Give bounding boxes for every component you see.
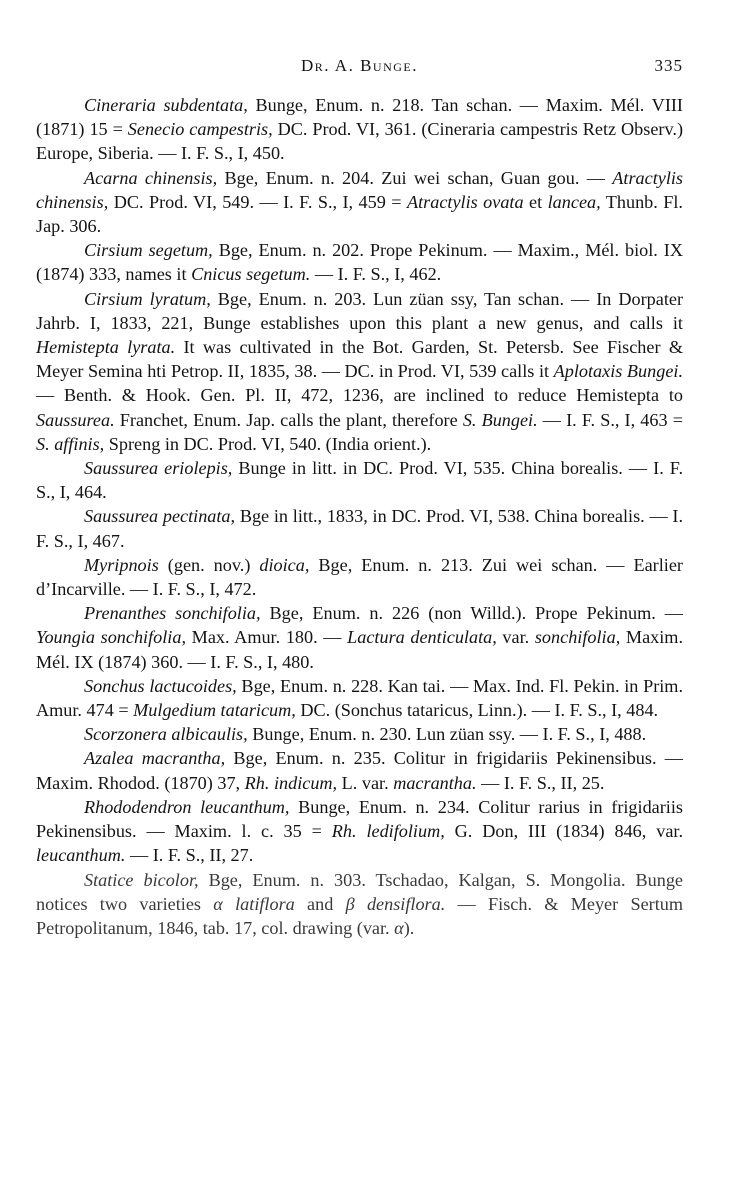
text-run: — Fisch. & Meyer Sertum Petropolitanum, 1846, tab. 17, col. drawing (var. bbox=[36, 893, 684, 938]
text-run: Bge, Enum. n. 226 (non Willd.). Prope Pekinum. — bbox=[260, 603, 683, 624]
italic-run: Cnicus segetum. bbox=[191, 264, 311, 285]
text-run: — I. F. S., II, 25. bbox=[476, 772, 605, 793]
text-run: Max. Amur. 180. — bbox=[186, 627, 348, 648]
italic-run: α bbox=[394, 917, 404, 938]
italic-run: Sonchus lactucoides, bbox=[84, 675, 237, 696]
italic-run: Rh. ledifolium, bbox=[331, 821, 445, 842]
italic-run: Statice bicolor, bbox=[84, 869, 199, 890]
text-run: G. Don, III (1834) 846, var. bbox=[444, 821, 683, 842]
italic-run: Lactura denticulata, bbox=[347, 627, 497, 648]
italic-run: Youngia sonchifolia, bbox=[36, 627, 186, 648]
text-run: and bbox=[294, 893, 346, 914]
body-text bbox=[36, 93, 683, 940]
entry-sonchus-lactucoides bbox=[36, 674, 683, 722]
text-run: DC. Prod. VI, 549. — I. F. S., I, 459 = bbox=[108, 191, 407, 212]
text-run: Franchet, Enum. Jap. calls the plant, therefore bbox=[114, 409, 463, 430]
entry-scorzonera-albicaulis bbox=[36, 722, 683, 746]
italic-run: Saussurea pectinata, bbox=[84, 506, 236, 527]
text-run: var. bbox=[496, 627, 535, 648]
text-run: — I. F. S., I, 462. bbox=[310, 264, 442, 285]
page-header bbox=[36, 56, 683, 80]
entry-cirsium-segetum bbox=[36, 238, 683, 286]
italic-run: S. affinis, bbox=[36, 433, 105, 454]
italic-run: sonchifolia, bbox=[534, 627, 621, 648]
text-run: ). bbox=[403, 917, 415, 938]
text-run: Spreng in DC. Prod. VI, 540. (India orient.). bbox=[104, 433, 432, 454]
text-run: Bge, Enum. n. 204. Zui wei schan, Guan gou. — bbox=[217, 167, 613, 188]
italic-run: Prenanthes sonchifolia, bbox=[84, 603, 261, 624]
text-run: Bunge in litt. in DC. Prod. VI, 535. China borealis. — I. F. S., I, 464. bbox=[36, 458, 683, 503]
text-run: DC. Prod. VI, 361. (Cineraria campestris Retz Observ.) Europe, Siberia. — I. F. S., I, 450. bbox=[36, 119, 683, 164]
text-run: Maxim. Mél. IX (1874) 360. — I. F. S., I, 480. bbox=[36, 627, 683, 672]
italic-run: S. Bungei. bbox=[462, 409, 538, 430]
entry-myripnois-dioica bbox=[36, 553, 683, 601]
entry-prenanthes-sonchifolia bbox=[36, 601, 683, 674]
italic-run: Cineraria subdentata, bbox=[84, 95, 248, 115]
italic-run: Azalea macrantha, bbox=[84, 748, 226, 769]
entry-cineraria-subdentata bbox=[36, 93, 683, 166]
text-run: Bge, Enum. n. 213. Zui wei schan. — Earlier d’Incarville. — I. F. S., I, 472. bbox=[36, 554, 683, 600]
italic-run: Cirsium segetum, bbox=[84, 240, 213, 261]
italic-run: Cirsium lyratum, bbox=[84, 288, 211, 309]
text-run: L. var. bbox=[337, 772, 394, 793]
entry-azalea-macrantha bbox=[36, 746, 683, 794]
text-run: Bunge, Enum. n. 218. Tan schan. — Maxim. Mél. VIII (1871) 15 = bbox=[36, 95, 683, 140]
text-run: It was cultivated in the Bot. Garden, St. Petersb. See Fischer & Meyer Semina hti Petrop. II, 1835, 38. — DC. in Prod. VI, 539 calls it bbox=[36, 337, 683, 382]
text-run: Bge in litt., 1833, in DC. Prod. VI, 538. China borealis. — I. F. S., I, 467. bbox=[36, 506, 683, 551]
italic-run: α latiflora bbox=[213, 893, 295, 914]
italic-run: Myripnois bbox=[84, 554, 159, 575]
text-run: Bge, Enum. n. 235. Colitur in frigidariis Pekinensibus. — Maxim. Rhodod. (1870) 37, bbox=[36, 748, 683, 793]
italic-run: Senecio campestris, bbox=[127, 119, 273, 140]
italic-run: Rhododendron leucanthum, bbox=[84, 796, 290, 817]
italic-run: Acarna chinensis, bbox=[84, 167, 218, 188]
running-head: Dr. A. Bunge. bbox=[300, 56, 419, 75]
text-run: — I. F. S., II, 27. bbox=[125, 845, 254, 866]
italic-run: Rh. indicum, bbox=[244, 772, 338, 793]
text-run: Bge, Enum. n. 228. Kan tai. — Max. Ind. Fl. Pekin. in Prim. Amur. 474 = bbox=[36, 675, 683, 721]
entry-saussurea-eriolepis bbox=[36, 456, 683, 504]
entry-statice-bicolor bbox=[36, 868, 683, 941]
italic-run: Hemistepta lyrata. bbox=[36, 337, 176, 358]
italic-run: Atractylis ovata bbox=[407, 191, 524, 212]
italic-run: Scorzonera albicaulis, bbox=[84, 724, 248, 745]
text-run: Bunge, Enum. n. 230. Lun züan ssy. — I. F. S., I, 488. bbox=[247, 724, 647, 745]
italic-run: Saussurea. bbox=[36, 409, 115, 430]
text-run: Bge, Enum. n. 202. Prope Pekinum. — Maxim., Mél. biol. IX (1874) 333, names it bbox=[36, 240, 683, 285]
text-run: (gen. nov.) bbox=[158, 554, 260, 575]
text-run: et bbox=[523, 191, 548, 212]
entry-cirsium-lyratum bbox=[36, 287, 683, 456]
italic-run: Atractylis chinensis, bbox=[36, 167, 683, 212]
italic-run: Mulgedium tataricum, bbox=[133, 700, 296, 721]
text-run: Thunb. Fl. Jap. 306. bbox=[36, 191, 683, 237]
italic-run: leucanthum. bbox=[36, 845, 126, 866]
italic-run: Saussurea eriolepis, bbox=[84, 458, 233, 479]
italic-run: lancea, bbox=[547, 191, 601, 212]
entry-rhododendron-leucanthum bbox=[36, 795, 683, 868]
text-run: Bge, Enum. n. 203. Lun züan ssy, Tan schan. — In Dorpater Jahrb. I, 1833, 221, Bunge establishes upon this plant a new genus, and calls it bbox=[36, 288, 684, 333]
text-run: Bunge, Enum. n. 234. Colitur rarius in frigidariis Pekinensibus. — Maxim. l. c. 35 = bbox=[36, 796, 683, 842]
entry-saussurea-pectinata bbox=[36, 504, 683, 552]
entry-acarna-chinensis bbox=[36, 166, 683, 239]
text-run: Bge, Enum. n. 303. Tschadao, Kalgan, S. Mongolia. Bunge notices two varieties bbox=[36, 869, 683, 914]
text-run: DC. (Sonchus tataricus, Linn.). — I. F. S., I, 484. bbox=[295, 700, 659, 721]
text-run: — I. F. S., I, 463 = bbox=[537, 409, 683, 430]
italic-run: dioica, bbox=[259, 554, 310, 575]
text-run: — Benth. & Hook. Gen. Pl. II, 472, 1236, are inclined to reduce Hemistepta to bbox=[36, 385, 683, 406]
italic-run: macrantha. bbox=[393, 772, 477, 793]
italic-run: β densiflora. bbox=[345, 893, 446, 914]
page-number: 335 bbox=[654, 56, 683, 75]
italic-run: Aplotaxis Bungei. bbox=[553, 361, 683, 382]
